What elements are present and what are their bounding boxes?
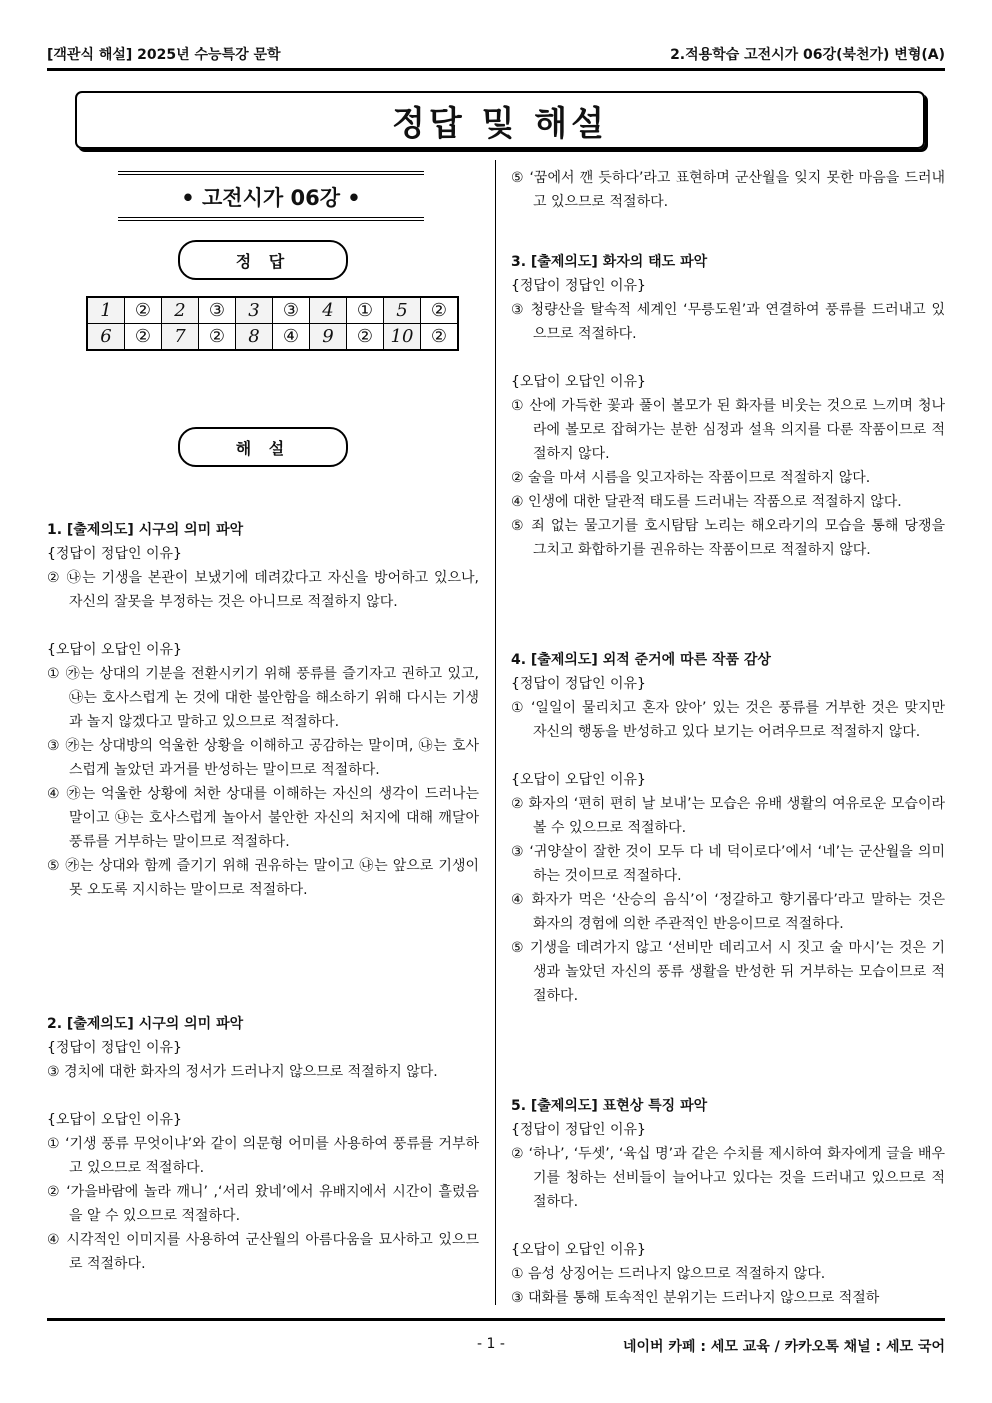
footer-credit: 네이버 카페 : 세모 교육 / 카카오톡 채널 : 세모 국어 [622, 1339, 945, 1355]
answer-val: ③ [273, 297, 310, 324]
answer-row-2 [87, 324, 458, 351]
correct-item: ③ 경치에 대한 화자의 정서가 드러나지 않으므로 적절하지 않다. [47, 1064, 438, 1080]
footer-rule [47, 1318, 945, 1321]
header-right: 2.적용학습 고전시가 06강(북천가) 변형(A) [670, 47, 945, 63]
correct-item: ② ‘하나’, ‘두셋’, ‘육십 명’과 같은 수치를 제시하여 화자에게 글을 배우기를 청하는 선비들이 늘어나고 있다는 것을 드러내고 있으므로 적절하다. [511, 1146, 945, 1210]
wrong-item: ④ ㉮는 억울한 상황에 처한 상대를 이해하는 자신의 생각이 드러나는 말이고 ㉯는 호사스럽게 놀아서 불안한 자신의 처지에 대해 깨달아 풍류를 거부하는 말이므로 적절하다. [47, 786, 479, 850]
wrong-label: {오답이 오답인 이유} [511, 374, 646, 390]
correct-item: ① ‘일일이 물리치고 혼자 앉아’ 있는 것은 풍류를 거부한 것은 맞지만 자신의 행동을 반성하고 있다 보기는 어려우므로 적절하지 않다. [511, 700, 945, 740]
answer-pill: 정 답 [178, 240, 348, 280]
answer-num: 9 [310, 324, 347, 351]
answer-num: 10 [384, 324, 421, 351]
wrong-label: {오답이 오답인 이유} [47, 1112, 182, 1128]
answer-row-1 [87, 297, 458, 324]
answer-num: 8 [236, 324, 273, 351]
wrong-label: {오답이 오답인 이유} [511, 772, 646, 788]
question-1-section [47, 518, 479, 902]
wrong-item: ② 화자의 ‘편히 편히 날 보내’는 모습은 유배 생활의 여유로운 모습이라 볼 수 있으므로 적절하다. [511, 796, 945, 836]
correct-label: {정답이 정답인 이유} [47, 546, 182, 562]
wrong-item: ① ㉮는 상대의 기분을 전환시키기 위해 풍류를 즐기자고 권하고 있고, ㉯는 호사스럽게 논 것에 대한 불안함을 해소하기 위해 다시는 기생과 놀지 않겠다고 말하고 있으므로 적절하다. [47, 666, 479, 730]
answer-num: 6 [87, 324, 125, 351]
answer-val: ② [421, 324, 459, 351]
question-3-section [511, 250, 945, 562]
wrong-item: ③ ‘귀양살이 잘한 것이 모두 다 네 덕이로다’에서 ‘네’는 군산월을 의미하는 것이므로 적절하다. [511, 844, 945, 884]
wrong-item: ③ ㉮는 상대방의 억울한 상황을 이해하고 공감하는 말이며, ㉯는 호사스럽게 놀았던 과거를 반성하는 말이므로 적절하다. [47, 738, 479, 778]
answer-val: ② [421, 297, 459, 324]
question-5-section [511, 1094, 945, 1310]
wrong-item: ② ‘가을바람에 놀라 깨니’ ,‘서리 왔네’에서 유배지에서 시간이 흘렀음을 알 수 있으므로 적절하다. [47, 1184, 479, 1224]
wrong-item: ④ 시각적인 이미지를 사용하여 군산월의 아름다움을 묘사하고 있으므로 적절하다. [47, 1232, 479, 1272]
question-5-heading: 5. [출제의도] 표현상 특징 파악 [511, 1098, 708, 1114]
question-3-heading: 3. [출제의도] 화자의 태도 파악 [511, 254, 708, 270]
answer-table [86, 296, 459, 351]
answer-val: ② [125, 324, 162, 351]
wrong-item: ⑤ 죄 없는 물고기를 호시탐탐 노리는 해오라기의 모습을 통해 당쟁을 그치고 화합하기를 권유하는 작품이므로 적절하지 않다. [511, 518, 945, 558]
question-1-heading: 1. [출제의도] 시구의 의미 파악 [47, 522, 244, 538]
wrong-item: ③ 대화를 통해 토속적인 분위기는 드러나지 않으므로 적절하 [511, 1290, 880, 1306]
correct-item: ② ㉯는 기생을 본관이 보냈기에 데려갔다고 자신을 방어하고 있으나, 자신의 잘못을 부정하는 것은 아니므로 적절하지 않다. [47, 570, 479, 610]
question-4-heading: 4. [출제의도] 외적 준거에 따른 작품 감상 [511, 652, 771, 668]
answer-val: ④ [273, 324, 310, 351]
answer-val: ② [347, 324, 384, 351]
wrong-item: ⑤ ㉮는 상대와 함께 즐기기 위해 권유하는 말이고 ㉯는 앞으로 기생이 못 오도록 지시하는 말이므로 적절하다. [47, 858, 479, 898]
wrong-item: ④ 인생에 대한 달관적 태도를 드러내는 작품으로 적절하지 않다. [511, 494, 902, 510]
wrong-item: ① ‘기생 풍류 무엇이냐’와 같이 의문형 어미를 사용하여 풍류를 거부하고 있으므로 적절하다. [47, 1136, 479, 1176]
unit-rule-bottom [118, 217, 424, 221]
correct-label: {정답이 정답인 이유} [511, 1122, 646, 1138]
answer-num: 4 [310, 297, 347, 324]
wrong-item: ⑤ ‘꿈에서 깬 듯하다’라고 표현하며 군산월을 잊지 못한 마음을 드러내고 있으므로 적절하다. [511, 170, 945, 210]
answer-num: 2 [162, 297, 199, 324]
answer-val: ③ [199, 297, 236, 324]
header-left: [객관식 해설] 2025년 수능특강 문학 [47, 47, 281, 63]
answer-val: ② [125, 297, 162, 324]
question-2-section [47, 1012, 479, 1276]
question-2-heading: 2. [출제의도] 시구의 의미 파악 [47, 1016, 244, 1032]
wrong-label: {오답이 오답인 이유} [511, 1242, 646, 1258]
answer-num: 3 [236, 297, 273, 324]
answer-val: ① [347, 297, 384, 324]
unit-title: • 고전시가 06강 • [181, 186, 361, 210]
correct-label: {정답이 정답인 이유} [47, 1040, 182, 1056]
wrong-item: ⑤ 기생을 데려가지 않고 ‘선비만 데리고서 시 짓고 술 마시’는 것은 기생과 놀았던 자신의 풍류 생활을 반성한 뒤 거부하는 모습이므로 적절하다. [511, 940, 945, 1004]
answer-num: 7 [162, 324, 199, 351]
wrong-item: ① 산에 가득한 꽃과 풀이 볼모가 된 화자를 비웃는 것으로 느끼며 청나라에 볼모로 잡혀가는 분한 심정과 설욕 의지를 다룬 작품이므로 적절하지 않다. [511, 398, 945, 462]
wrong-item: ④ 화자가 먹은 ‘산승의 음식’이 ‘정갈하고 향기롭다’라고 말하는 것은 화자의 경험에 의한 주관적인 반응이므로 적절하다. [511, 892, 945, 932]
wrong-item: ① 음성 상징어는 드러나지 않으므로 적절하지 않다. [511, 1266, 826, 1282]
question-2-continued [511, 166, 945, 214]
answer-num: 5 [384, 297, 421, 324]
wrong-label: {오답이 오답인 이유} [47, 642, 182, 658]
correct-label: {정답이 정답인 이유} [511, 676, 646, 692]
wrong-item: ② 술을 마셔 시름을 잊고자하는 작품이므로 적절하지 않다. [511, 470, 871, 486]
column-divider [495, 160, 496, 1305]
answer-num: 1 [87, 297, 125, 324]
explain-pill: 해 설 [178, 427, 348, 467]
unit-title-block [118, 171, 424, 221]
correct-item: ③ 청량산을 탈속적 세계인 ‘무릉도원’과 연결하여 풍류를 드러내고 있으므로 적절하다. [511, 302, 945, 342]
answer-val: ② [199, 324, 236, 351]
header-rule [47, 68, 945, 71]
page-number: - 1 - [477, 1336, 505, 1352]
page-title: 정답 및 해설 [75, 91, 925, 149]
question-4-section [511, 648, 945, 1008]
correct-label: {정답이 정답인 이유} [511, 278, 646, 294]
